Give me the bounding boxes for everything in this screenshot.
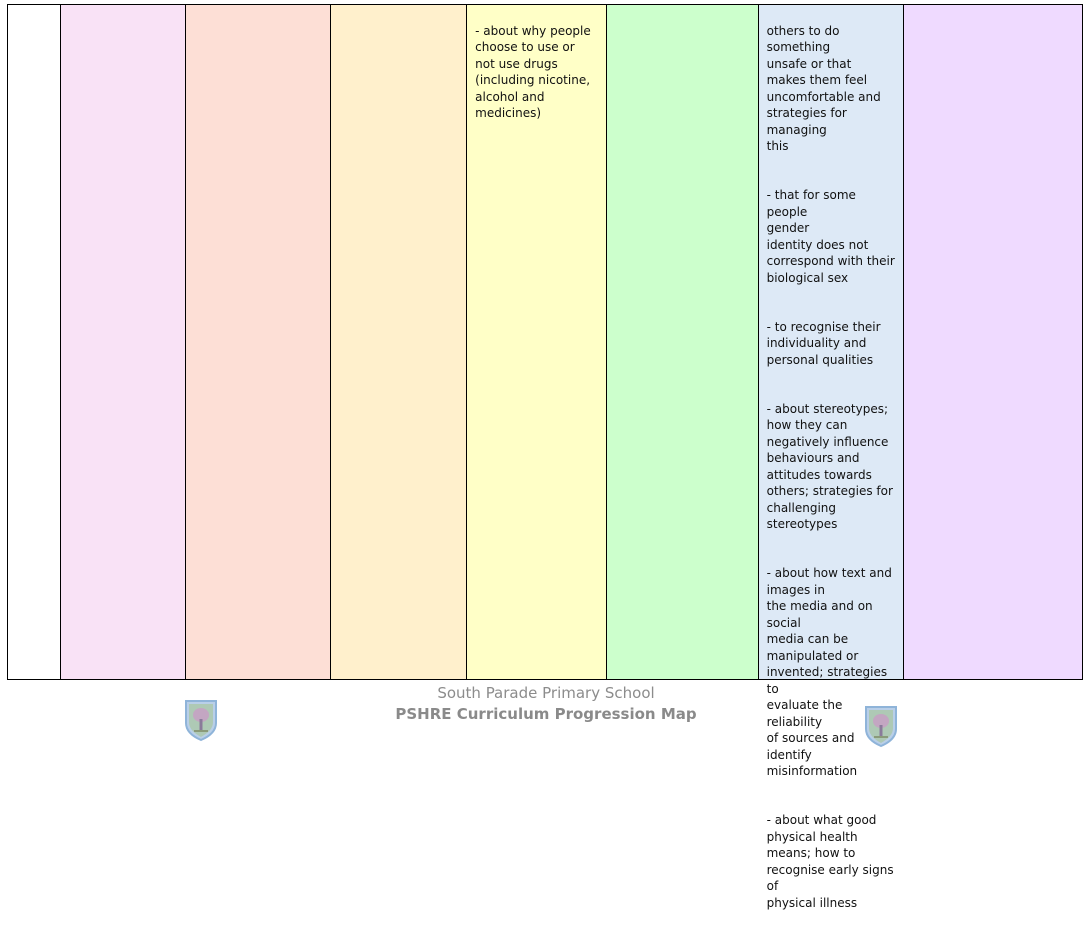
cell-paragraph: - about stereotypes; how they can negatively influence behaviours and attitudes towards others; strategies for challenging stereotypes [766,401,893,531]
cell-paragraph: - to recognise their individuality and personal qualities [766,319,881,367]
drugs-cell [467,5,607,679]
row-header-cell [8,5,61,679]
cell-paragraph: - that for some people gender identity does not correspond with their biological sex [766,188,895,285]
table-cell [61,5,186,679]
table-cell [331,5,467,679]
table-cell [904,5,1082,679]
document-title: PSHRE Curriculum Progression Map [395,705,697,723]
cell-paragraph: - about why people choose to use or not use drugs (including nicotine, alcohol and medicines) [475,23,591,120]
cell-paragraph: others to do something unsafe or that makes them feel uncomfortable and strategies for managing this [766,23,881,153]
cell-paragraph: - about what good physical health means; how to recognise early signs of physical illness [766,813,894,910]
table-cell [607,5,759,679]
table-cell [186,5,332,679]
relationships-cell [759,5,905,910]
school-name: South Parade Primary School [437,684,655,702]
cell-paragraph: - about how text and images in the media and on social media can be manipulated or invented; strategies to evaluate the reliability of sources and identify misinformation [766,566,892,778]
